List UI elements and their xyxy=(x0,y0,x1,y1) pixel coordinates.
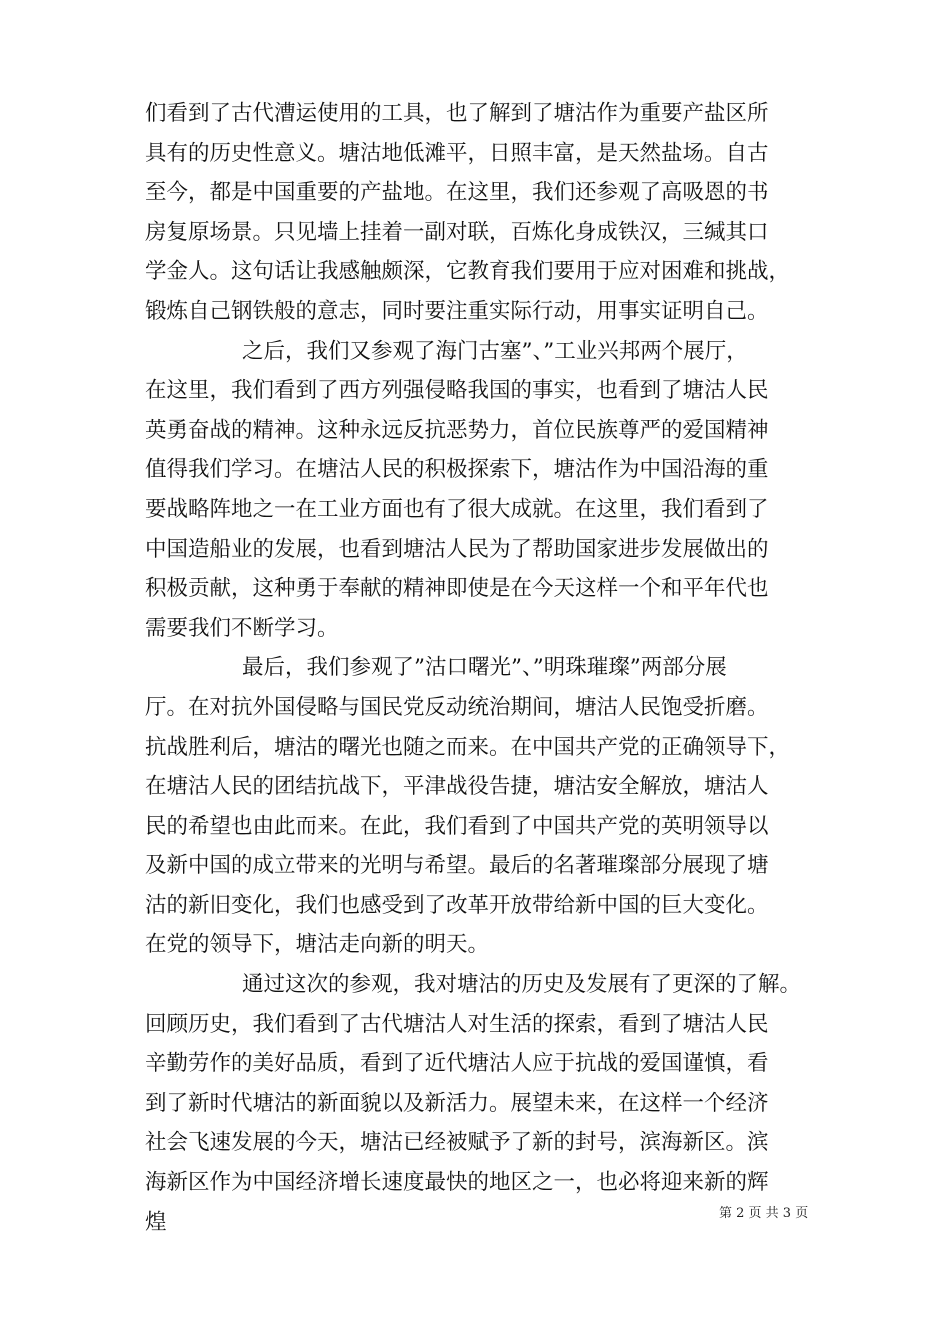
text-line: 要战略阵地之一在工业方面也有了很大成就。在这里，我们看到了 xyxy=(145,496,769,522)
text-line: 在党的领导下，塘沽走向新的明天。 xyxy=(145,932,490,958)
text-line: 通过这次的参观，我对塘沽的历史及发展有了更深的了解。 xyxy=(242,972,802,998)
text-line: 最后，我们参观了”沽口曙光”、”明珠璀璨”两部分展 xyxy=(242,655,727,681)
text-line: 海新区作为中国经济增长速度最快的地区之一，也必将迎来新的辉 xyxy=(145,1170,769,1196)
text-line: 至今，都是中国重要的产盐地。在这里，我们还参观了高吸恩的书 xyxy=(145,180,769,206)
text-line: 房复原场景。只见墙上挂着一副对联，百炼化身成铁汉，三缄其口 xyxy=(145,219,769,245)
text-line: 积极贡献，这种勇于奉献的精神即使是在今天这样一个和平年代也 xyxy=(145,576,769,602)
body-text xyxy=(145,94,825,1242)
text-line: 们看到了古代漕运使用的工具，也了解到了塘沽作为重要产盐区所 xyxy=(145,101,769,126)
text-line: 厅。在对抗外国侵略与国民党反动统治期间，塘沽人民饱受折磨。 xyxy=(145,694,769,720)
text-line: 值得我们学习。在塘沽人民的积极探索下，塘沽作为中国沿海的重 xyxy=(145,457,769,483)
text-line: 英勇奋战的精神。这种永远反抗恶势力，首位民族尊严的爱国精神 xyxy=(145,417,769,443)
text-line: 在这里，我们看到了西方列强侵略我国的事实，也看到了塘沽人民 xyxy=(145,378,769,404)
text-line: 社会飞速发展的今天，塘沽已经被赋予了新的封号，滨海新区。滨 xyxy=(145,1130,769,1156)
text-line: 沽的新旧变化，我们也感受到了改革开放带给新中国的巨大变化。 xyxy=(145,892,769,918)
page-number-footer: 第 2 页 共 3 页 xyxy=(719,1206,809,1221)
text-line: 回顾历史，我们看到了古代塘沽人对生活的探索，看到了塘沽人民 xyxy=(145,1011,769,1037)
text-line: 具有的历史性意义。塘沽地低滩平，日照丰富，是天然盐场。自古 xyxy=(145,140,769,166)
text-line: 中国造船业的发展，也看到塘沽人民为了帮助国家进步发展做出的 xyxy=(145,536,769,562)
text-line: 在塘沽人民的团结抗战下，平津战役告捷，塘沽安全解放，塘沽人 xyxy=(145,774,769,800)
text-line: 及新中国的成立带来的光明与希望。最后的名著璀璨部分展现了塘 xyxy=(145,853,769,879)
text-line: 到了新时代塘沽的新面貌以及新活力。展望未来，在这样一个经济 xyxy=(145,1090,769,1116)
text-line: 学金人。这句话让我感触颇深，它教育我们要用于应对困难和挑战， xyxy=(145,259,791,285)
text-line: 需要我们不断学习。 xyxy=(145,615,339,641)
text-line: 抗战胜利后，塘沽的曙光也随之而来。在中国共产党的正确领导下， xyxy=(145,734,791,760)
text-line: 锻炼自己钢铁般的意志，同时要注重实际行动，用事实证明自己。 xyxy=(145,298,769,324)
text-line: 煌 xyxy=(145,1209,167,1235)
text-line: 辛勤劳作的美好品质，看到了近代塘沽人应于抗战的爱国谨慎，看 xyxy=(145,1051,769,1077)
text-line: 民的希望也由此而来。在此，我们看到了中国共产党的英明领导以 xyxy=(145,813,769,839)
text-line: 之后，我们又参观了海门古塞”、”工业兴邦两个展厅， xyxy=(242,338,748,364)
